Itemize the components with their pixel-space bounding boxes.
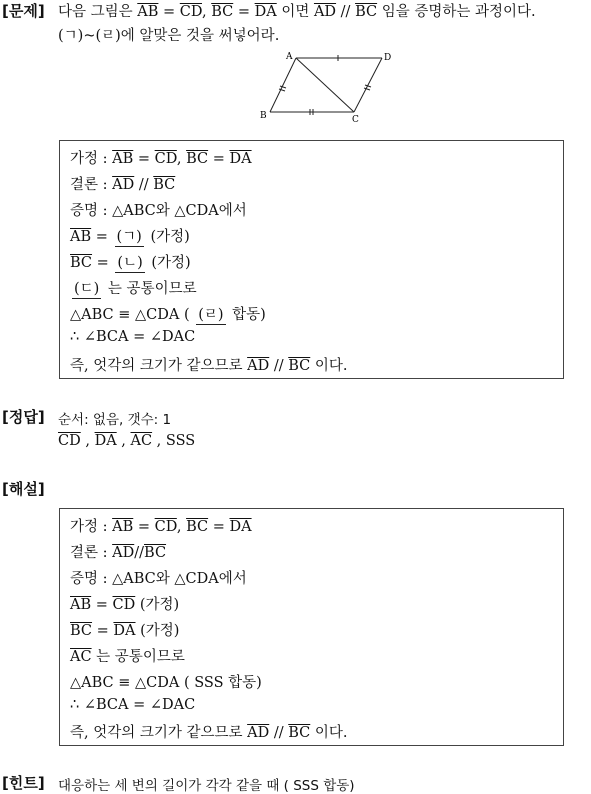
problem-proof-box [59,140,564,379]
answer-meta: 순서: 없음, 갯수: 1 [58,412,172,428]
explain-assumption: 가정 : $\overline{AB} = \overline{CD}$, $\overline{BC} = \overline{DA}$ [70,519,252,535]
vertex-d: D [384,53,392,63]
proof-step-1: $\overline{AB}$ = (ㄱ) (가정) [70,225,190,247]
explain-step-1: $\overline{AB} = \overline{CD}$ (가정) [70,597,180,613]
explain-step-2: $\overline{BC} = \overline{DA}$ (가정) [70,623,180,639]
proof-step-4: △ABC ≡ △CDA ( (ㄹ) 합동) [70,303,266,325]
proof-step-6: 즉, 엇각의 크기가 같으므로 $\overline{AD} // \overline{BC}$ 이다. [70,358,348,374]
vertex-b: B [260,111,267,121]
blank-3[interactable]: (ㄷ) [72,277,101,299]
answer-label: [정답] [2,408,45,426]
proof-step-3: (ㄷ) 는 공통이므로 [70,277,197,299]
proof-assumption: 가정 : $\overline{AB} = \overline{CD}$, $\overline{BC} = \overline{DA}$ [70,151,252,167]
vertex-c: C [352,115,359,122]
parallelogram-figure [258,50,398,122]
explain-proof-box [59,508,564,746]
explain-step-3: $\overline{AC}$ 는 공통이므로 [70,649,185,665]
answer-values: $\overline{CD}$ , $\overline{DA}$ , $\overline{AC}$ , SSS [58,433,196,449]
explain-label: [해설] [2,480,45,498]
problem-line-1: 다음 그림은 $\overline{AB} = \overline{CD}$, $\overline{BC} = \overline{DA}$ 이면 $\overline{AD} // \overline{BC}$ 임을 증명하는 과정이다. [58,4,536,20]
blank-2[interactable]: (ㄴ) [115,251,144,273]
explain-intro: 증명 : △ABC와 △CDA에서 [70,571,247,587]
explain-step-6: 즉, 엇각의 크기가 같으므로 $\overline{AD} // \overline{BC}$ 이다. [70,725,348,741]
hint-label: [힌트] [2,774,45,792]
explain-conclusion: 결론 : $\overline{AD}//\overline{BC}$ [70,545,167,561]
proof-conclusion: 결론 : $\overline{AD} // \overline{BC}$ [70,177,176,193]
blank-1[interactable]: (ㄱ) [115,225,144,247]
problem-label: [문제] [2,2,45,20]
proof-step-2: $\overline{BC}$ = (ㄴ) (가정) [70,251,191,273]
vertex-a: A [286,52,293,62]
proof-step-5: ∴ ∠BCA = ∠DAC [70,329,196,345]
hint-text: 대응하는 세 변의 길이가 각각 같을 때 ( SSS 합동) [58,778,355,794]
blank-4[interactable]: (ㄹ) [196,303,225,325]
explain-step-4: △ABC ≡ △CDA ( SSS 합동) [70,675,262,691]
explain-step-5: ∴ ∠BCA = ∠DAC [70,697,196,713]
proof-intro: 증명 : △ABC와 △CDA에서 [70,203,247,219]
problem-line-2: (ㄱ)~(ㄹ)에 알맞은 것을 써넣어라. [58,28,280,44]
